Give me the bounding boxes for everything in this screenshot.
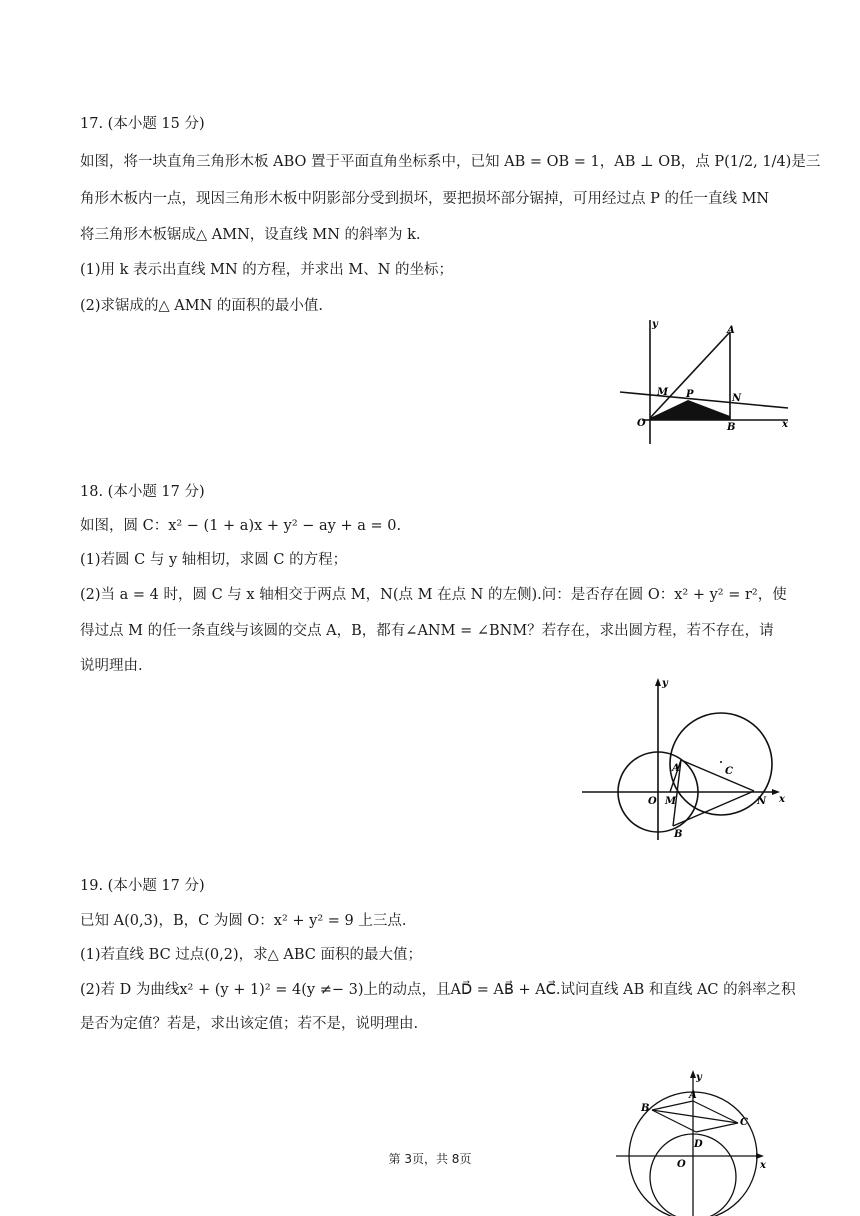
q19-label-B: B [641,1103,650,1114]
q17-label-x: x [782,419,788,430]
q18-line-2: (1)若圆 C 与 y 轴相切，求圆 C 的方程； [80,552,348,568]
q17-line-4: (1)用 k 表示出直线 MN 的方程，并求出 M、N 的坐标； [80,262,454,278]
q17-figure [610,312,800,452]
q19-label-D: D [694,1139,703,1150]
q19-line-2: (1)若直线 BC 过点(0,2)，求△ ABC 面积的最大值； [80,947,423,963]
q18-line-AN [681,760,754,791]
q17-label-M: M [657,387,669,398]
q18-label-B: B [674,829,683,840]
q17-label-P: P [686,389,694,400]
q18-label-x: x [779,794,785,805]
q18-label-N: N [757,796,767,807]
page-footer: 第 3页，共 8页 [388,1152,472,1166]
q18-line-5: 说明理由. [80,658,143,674]
q19-label-y: y [696,1072,702,1083]
q19-line-3: (2)若 D 为曲线x² + (y + 1)² = 4(y ≠− 3)上的动点，且AD⃗ = AB⃗ + AC⃗.试问直线 AB 和直线 AC 的斜率之积 [80,982,796,998]
q18-figure [578,674,793,844]
q17-line-MN [620,392,788,408]
q17-label-B: B [727,422,736,433]
q19-figure [610,1068,780,1216]
q17-line-5: (2)求锯成的△ AMN 的面积的最小值. [80,298,324,314]
q17-line-1: 如图，将一块直角三角形木板 ABO 置于平面直角坐标系中，已知 AB = OB = 1，AB ⊥ OB，点 P(1/2, 1/4)是三 [80,154,821,170]
q18-center-dot [720,761,722,763]
q19-line-4: 是否为定值？若是，求出该定值；若不是，说明理由. [80,1016,419,1032]
q19-label-A: A [689,1090,697,1101]
q18-header: 18. (本小题 17 分) [80,484,205,500]
q17-label-A: A [727,325,735,336]
q17-label-N: N [732,393,742,404]
q17-line-3: 将三角形木板锯成△ AMN，设直线 MN 的斜率为 k. [80,227,421,243]
q19-line-CD [696,1123,738,1132]
q19-label-C: C [740,1117,748,1128]
q18-line-4: 得过点 M 的任一条直线与该圆的交点 A，B，都有∠ANM = ∠BNM？若存在，求出圆方程，若不存在，请 [80,623,774,639]
q18-label-y: y [662,678,668,689]
q17-line-2: 角形木板内一点，现因三角形木板中阴影部分受到损坏，要把损坏部分锯掉，可用经过点 P 的任一直线 MN [80,191,770,207]
q18-line-3: (2)当 a = 4 时，圆 C 与 x 轴相交于两点 M，N(点 M 在点 N 的左侧).问：是否存在圆 O：x² + y² = r²，使 [80,587,787,603]
q17-header: 17. (本小题 15 分) [80,116,205,132]
q18-line-1: 如图，圆 C：x² − (1 + a)x + y² − ay + a = 0. [80,518,402,534]
q18-label-M: M [665,796,677,807]
q18-label-C: C [725,766,733,777]
q17-label-y: y [652,319,658,330]
q17-label-O: O [637,418,646,429]
q18-y-arrow [655,678,661,686]
q18-label-A: A [672,763,680,774]
q17-shaded-region [650,400,730,420]
q19-header: 19. (本小题 17 分) [80,878,205,894]
q19-label-x: x [760,1160,766,1171]
q18-line-BN [673,791,754,826]
q19-line-1: 已知 A(0,3)，B，C 为圆 O：x² + y² = 9 上三点. [80,913,407,929]
q18-label-O: O [648,796,657,807]
q19-label-O: O [677,1159,686,1170]
